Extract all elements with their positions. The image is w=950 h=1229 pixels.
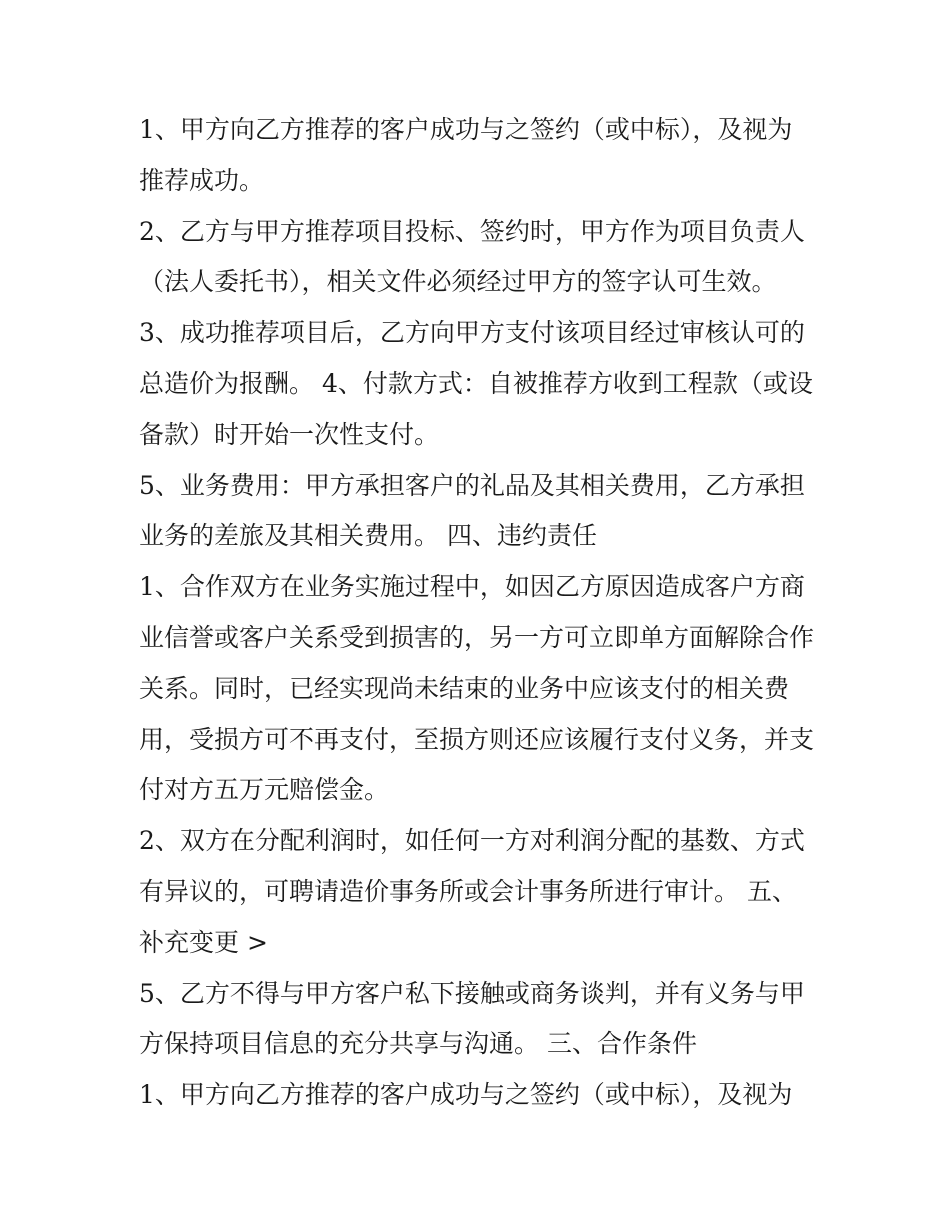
text-line: 业务的差旅及其相关费用。 四、违约责任: [139, 521, 597, 551]
document-body: [139, 105, 819, 1121]
text-line: 备款）时开始一次性支付。: [139, 419, 440, 449]
text-line: 1、合作双方在业务实施过程中，如因乙方原因造成客户方商: [139, 572, 805, 602]
text-line: 2、乙方与甲方推荐项目投标、签约时，甲方作为项目负责人: [139, 216, 805, 246]
text-line: 推荐成功。: [139, 165, 265, 195]
text-line: 1、甲方向乙方推荐的客户成功与之签约（或中标），及视为: [139, 115, 793, 144]
text-line: 5、乙方不得与甲方客户私下接触或商务谈判，并有义务与甲: [139, 978, 805, 1008]
text-line: 付对方五万元赔偿金。: [139, 775, 390, 805]
text-line: 总造价为报酬。 4、付款方式：自被推荐方收到工程款（或设: [139, 368, 813, 398]
text-line: 有异议的，可聘请造价事务所或会计事务所进行审计。 五、: [139, 876, 797, 906]
text-line: 3、成功推荐项目后，乙方向甲方支付该项目经过审核认可的: [139, 318, 805, 348]
text-line: 5、业务费用：甲方承担客户的礼品及其相关费用，乙方承担: [139, 470, 805, 500]
text-line: 关系。同时，已经实现尚未结束的业务中应该支付的相关费: [139, 673, 790, 703]
text-line: 1、甲方向乙方推荐的客户成功与之签约（或中标），及视为: [139, 1080, 793, 1110]
text-line: 业信誉或客户关系受到损害的，另一方可立即单方面解除合作: [139, 622, 815, 652]
text-line: 方保持项目信息的充分共享与沟通。 三、合作条件: [139, 1029, 697, 1059]
text-line: 用，受损方可不再支付，至损方则还应该履行支付义务，并支: [139, 724, 815, 754]
text-line: 补充变更 >: [139, 927, 268, 957]
text-line: （法人委托书），相关文件必须经过甲方的签字认可生效。: [139, 267, 777, 297]
text-line: 2、双方在分配利润时，如任何一方对利润分配的基数、方式: [139, 826, 805, 856]
